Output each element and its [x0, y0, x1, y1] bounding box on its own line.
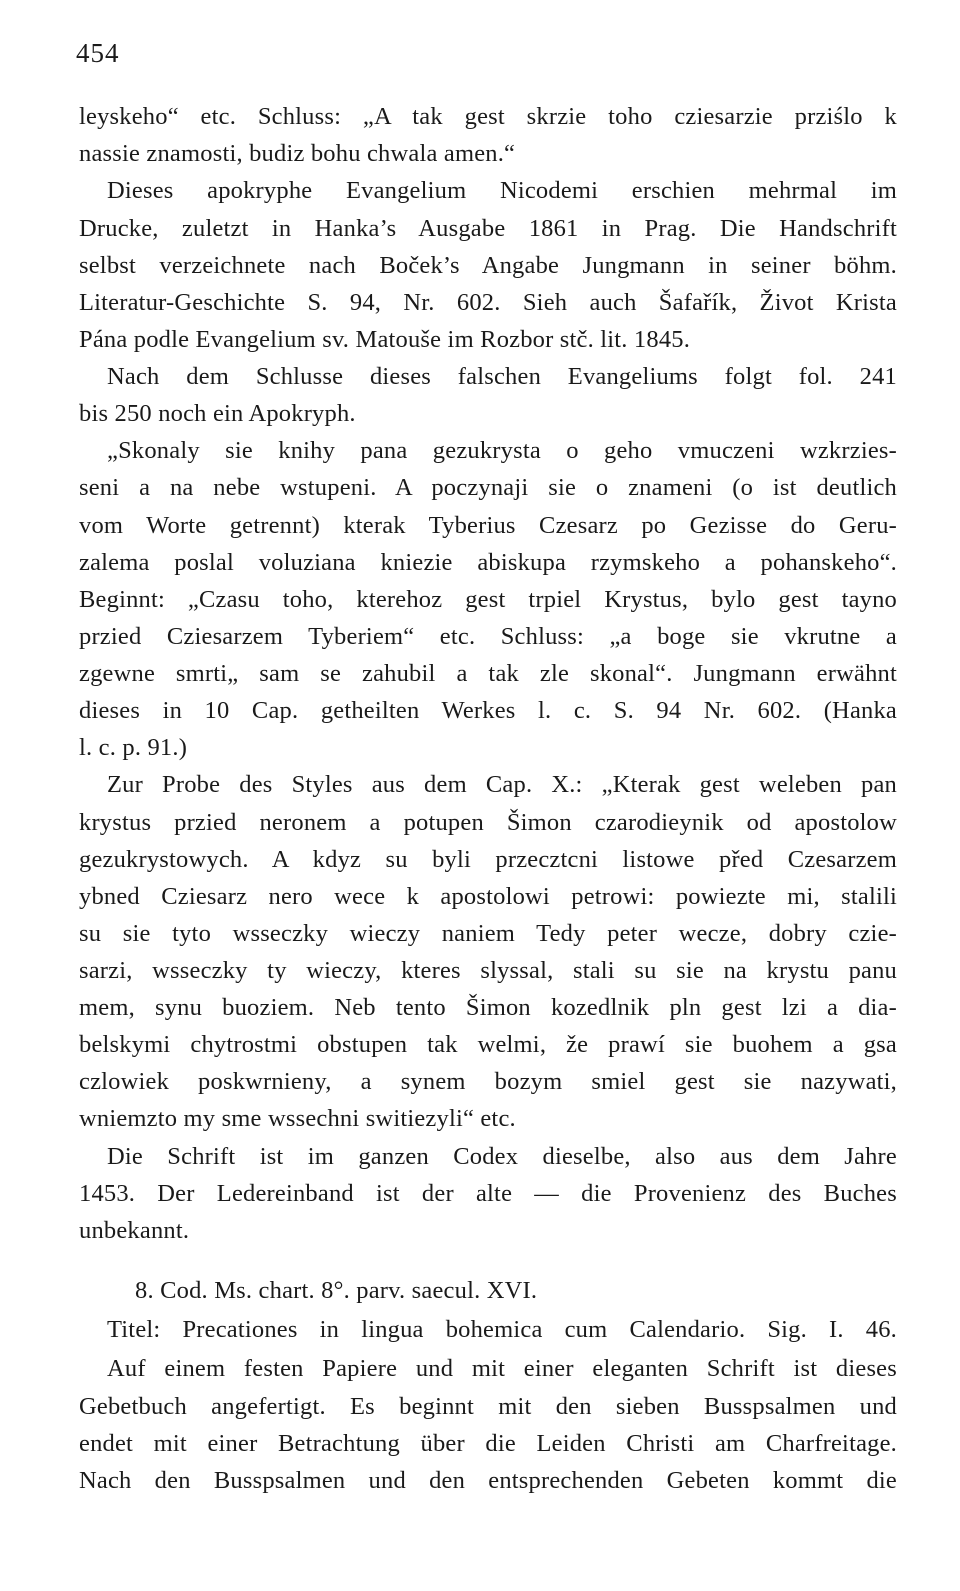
text-line: vom Worte getrennt) kterak Tyberius Czesarz po Gezisse do Geru- — [79, 512, 897, 539]
text-line: Literatur-Geschichte S. 94, Nr. 602. Sieh auch Šafařík, Život Krista — [79, 289, 897, 316]
text-line: Beginnt: „Czasu toho, kterehoz gest trpiel Krystus, bylo gest tayno — [79, 586, 897, 613]
text-line: dieses in 10 Cap. getheilten Werkes l. c. S. 94 Nr. 602. (Hanka — [79, 697, 897, 724]
text-line: zalema poslal voluziana kniezie abiskupa rzymskeho a pohanskeho“. — [79, 549, 897, 576]
text-line: zgewne smrti„ sam se zahubil a tak zle skonal“. Jungmann erwähnt — [79, 660, 897, 687]
page-number: 454 — [76, 38, 120, 68]
text-line: Pána podle Evangelium sv. Matouše im Rozbor stč. lit. 1845. — [79, 326, 691, 353]
text-line: endet mit einer Betrachtung über die Leiden Christi am Charfreitage. — [79, 1430, 897, 1457]
text-line: leyskeho“ etc. Schluss: „A tak gest skrzie toho cziesarzie prziślo k — [79, 103, 897, 130]
text-line: ybned Cziesarz nero wece k apostolowi petrowi: powiezte mi, stalili — [79, 883, 897, 910]
text-line: krystus przied neronem a potupen Šimon czarodieynik od apostolow — [79, 809, 897, 836]
codex-title: Titel: Precationes in lingua bohemica cum Calendario. Sig. I. 46. — [107, 1316, 897, 1343]
text-line: selbst verzeichnete nach Boček’s Angabe Jungmann in seiner böhm. — [79, 252, 897, 279]
codex-heading: 8. Cod. Ms. chart. 8°. parv. saecul. XVI. — [135, 1277, 538, 1304]
text-line: unbekannt. — [79, 1217, 190, 1244]
text-line: l. c. p. 91.) — [79, 734, 188, 761]
text-line: gezukrystowych. A kdyz su byli przecztcni listowe před Czesarzem — [79, 846, 897, 873]
text-line: przied Cziesarzem Tyberiem“ etc. Schluss: „a boge sie vkrutne a — [79, 623, 897, 650]
text-line: mem, synu buoziem. Neb tento Šimon kozedlnik pln gest lzi a dia- — [79, 994, 897, 1021]
text-line: seni a na nebe wstupeni. A poczynaji sie o znameni (o ist deutlich — [79, 474, 897, 501]
text-line: 1453. Der Ledereinband ist der alte — die Provenienz des Buches — [79, 1180, 897, 1207]
text-line: czlowiek poskwrnieny, a synem bozym smiel gest sie nazywati, — [79, 1068, 897, 1095]
text-line: Zur Probe des Styles aus dem Cap. X.: „Kterak gest weleben pan — [107, 771, 897, 798]
text-line: Nach dem Schlusse dieses falschen Evangeliums folgt fol. 241 — [107, 363, 897, 390]
text-line: belskymi chytrostmi obstupen tak welmi, že prawí sie buohem a gsa — [79, 1031, 897, 1058]
text-line: nassie znamosti, budiz bohu chwala amen.“ — [79, 140, 516, 167]
text-line: Auf einem festen Papiere und mit einer eleganten Schrift ist dieses — [107, 1355, 897, 1382]
text-line: su sie tyto wsseczky wieczy naniem Tedy peter wecze, dobry czie- — [79, 920, 897, 947]
text-line: sarzi, wsseczky ty wieczy, kteres slyssal, stali su sie na krystu panu — [79, 957, 897, 984]
text-line: wniemzto my sme wssechni switiezyli“ etc. — [79, 1105, 516, 1132]
text-line: Die Schrift ist im ganzen Codex dieselbe, also aus dem Jahre — [107, 1143, 897, 1170]
text-line: Gebetbuch angefertigt. Es beginnt mit den sieben Busspsalmen und — [79, 1393, 897, 1420]
text-line: Nach den Busspsalmen und den entsprechenden Gebeten kommt die — [79, 1467, 897, 1494]
text-line: „Skonaly sie knihy pana gezukrysta o geho vmuczeni wzkrzies- — [107, 437, 897, 464]
text-line: Dieses apokryphe Evangelium Nicodemi erschien mehrmal im — [107, 177, 897, 204]
text-line: bis 250 noch ein Apokryph. — [79, 400, 356, 427]
text-line: Drucke, zuletzt in Hanka’s Ausgabe 1861 in Prag. Die Handschrift — [79, 215, 897, 242]
